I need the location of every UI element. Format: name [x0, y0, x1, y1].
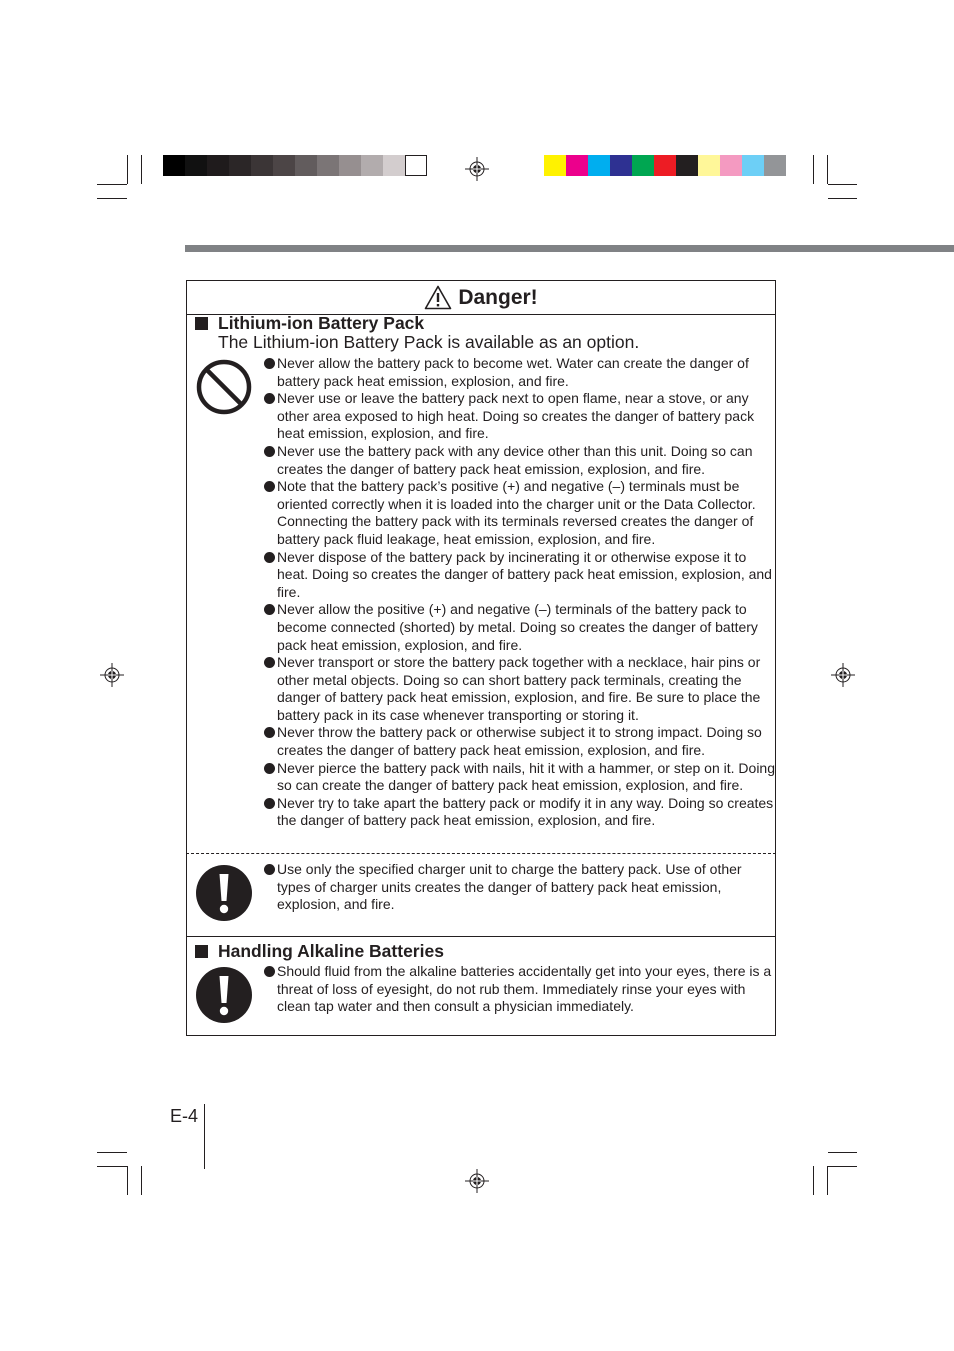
list-item-text: Never try to take apart the battery pack or modify it in any way. Doing so creates the danger of battery pack heat emission, explosion, and fire. [277, 794, 774, 829]
gray-color-bar [163, 155, 427, 176]
list-item-text: Never use the battery pack with any device other than this unit. Doing so can creates the danger of battery pack heat emission, explosion, and fire. [277, 442, 753, 477]
color-swatch [544, 155, 566, 176]
list-item-text: Never pierce the battery pack with nails, hit it with a hammer, or step on it. Doing so can create the danger of battery pack heat emission, explosion, and fire. [277, 759, 776, 794]
color-swatch [764, 155, 786, 176]
color-swatch [654, 155, 676, 176]
list-item-text: Should fluid from the alkaline batteries accidentally get into your eyes, there is a threat of loss of eyesight, do not rub them. Immediately rinse your eyes with clean tap water and then consult a physician immediately. [277, 963, 772, 1015]
lithium-heading [195, 313, 424, 334]
list-item-text: Never transport or store the battery pack together with a necklace, hair pins or other metal objects. Doing so can short battery pack terminals, creating the danger of battery pack heat emission, explosion, and fire. Be sure to place the battery pack in its case whenever transporting or storing it. [277, 654, 761, 723]
registration-mark-icon [465, 1169, 489, 1193]
danger-box [186, 280, 776, 1036]
bullet-dot-icon [264, 657, 275, 668]
gray-swatch [295, 155, 317, 176]
list-item [263, 478, 775, 548]
mandatory-exclamation-icon [195, 966, 253, 1024]
gray-swatch [405, 155, 427, 176]
registration-mark-icon [100, 663, 124, 687]
list-item [263, 355, 775, 390]
list-item-text: Never use or leave the battery pack next to open flame, near a stove, or any other area exposed to high heat. Doing so creates the danger of battery pack heat emission, explosion, and fire. [277, 390, 755, 442]
list-item [263, 724, 775, 759]
list-item [263, 601, 775, 654]
square-bullet-icon [195, 317, 208, 330]
dashed-divider [186, 853, 776, 854]
lithium-subheading: The Lithium-ion Battery Pack is available as an option. [218, 332, 640, 352]
bullet-dot-icon [264, 798, 275, 809]
list-item [263, 443, 775, 478]
registration-mark-icon [831, 663, 855, 687]
list-item-text: Never dispose of the battery pack by incinerating it or otherwise expose it to heat. Doing so creates the danger of battery pack heat emission, explosion, and fire. [277, 548, 772, 600]
list-item-text: Never allow the positive (+) and negative (–) terminals of the battery pack to become connected (shorted) by metal. Doing so creates the danger of battery pack heat emission, explosion, and fire. [277, 601, 758, 653]
list-item-text: Never allow the battery pack to become wet. Water can create the danger of battery pack heat emission, explosion, and fire. [277, 355, 749, 389]
lithium-heading-text: Lithium-ion Battery Pack [218, 313, 425, 333]
gray-swatch [229, 155, 251, 176]
bullet-dot-icon [264, 393, 275, 404]
gray-swatch [317, 155, 339, 176]
bullet-dot-icon [264, 358, 275, 369]
danger-title: Danger! [458, 285, 538, 309]
color-swatch [698, 155, 720, 176]
prohibition-icon [195, 358, 253, 416]
registration-mark-icon [465, 157, 489, 181]
gray-swatch [185, 155, 207, 176]
page-number-rule [204, 1104, 205, 1169]
alkaline-heading [195, 941, 444, 962]
list-item [263, 549, 775, 602]
color-swatch [742, 155, 764, 176]
list-item [263, 390, 775, 443]
color-swatch [588, 155, 610, 176]
process-color-bar [544, 155, 786, 176]
bullet-dot-icon [264, 446, 275, 457]
bullet-dot-icon [264, 604, 275, 615]
alkaline-warning-list [263, 963, 775, 1016]
charger-warning-list [263, 861, 775, 914]
list-item-text: Note that the battery pack’s positive (+) and negative (–) terminals must be oriented correctly when it is loaded into the charger unit or the Data Collector. Connecting the battery pack with its terminals reversed creates the danger of battery pack fluid leakage, heat emission, explosion, and fire. [277, 478, 756, 547]
color-swatch [676, 155, 698, 176]
list-item [263, 795, 775, 830]
gray-swatch [207, 155, 229, 176]
bullet-dot-icon [264, 481, 275, 492]
section-divider [187, 936, 775, 937]
square-bullet-icon [195, 945, 208, 958]
list-item [263, 760, 775, 795]
color-swatch [566, 155, 588, 176]
gray-swatch [273, 155, 295, 176]
warning-triangle-icon [424, 285, 452, 310]
list-item-text: Use only the specified charger unit to charge the battery pack. Use of other types of charger units creates the danger of battery pack heat emission, explosion, and fire. [277, 861, 742, 913]
page-number: E-4 [170, 1106, 199, 1126]
bullet-dot-icon [264, 763, 275, 774]
lithium-warning-list [263, 355, 775, 830]
list-item-text: Never throw the battery pack or otherwise subject it to strong impact. Doing so creates the danger of battery pack heat emission, explosion, and fire. [277, 724, 762, 759]
bullet-dot-icon [264, 552, 275, 563]
color-swatch [610, 155, 632, 176]
list-item [263, 654, 775, 724]
list-item [263, 861, 775, 914]
gray-swatch [163, 155, 185, 176]
color-swatch [720, 155, 742, 176]
color-swatch [632, 155, 654, 176]
gray-swatch [251, 155, 273, 176]
mandatory-exclamation-icon [195, 864, 253, 922]
gray-swatch [361, 155, 383, 176]
list-item [263, 963, 775, 1016]
bullet-dot-icon [264, 966, 275, 977]
header-rule [185, 245, 954, 252]
gray-swatch [339, 155, 361, 176]
danger-title-bar [187, 281, 775, 315]
alkaline-heading-text: Handling Alkaline Batteries [218, 941, 444, 961]
bullet-dot-icon [264, 864, 275, 875]
bullet-dot-icon [264, 727, 275, 738]
gray-swatch [383, 155, 405, 176]
